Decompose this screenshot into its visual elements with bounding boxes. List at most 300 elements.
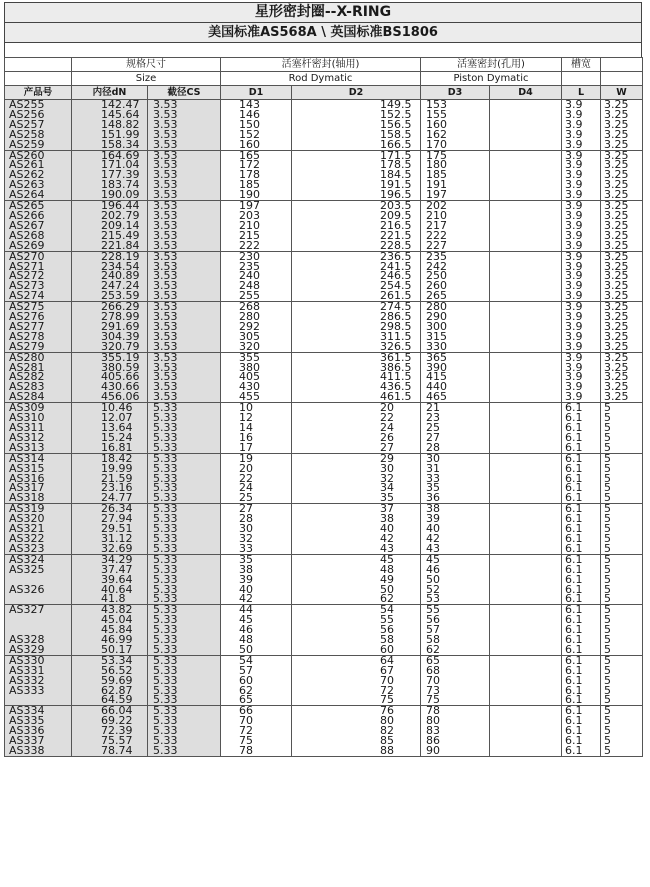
cell-l: 3.9: [562, 291, 601, 301]
cell-d1: 72: [221, 726, 292, 736]
cell-d3: 210: [421, 211, 490, 221]
cell-l: 3.9: [562, 180, 601, 190]
cell-w: 5: [601, 686, 643, 696]
cell-l: 3.9: [562, 160, 601, 170]
spacer-row: [4, 43, 642, 57]
cell-d1: 24: [221, 483, 292, 493]
cell-d3: 162: [421, 130, 490, 140]
cell-d2: 286.5: [292, 312, 421, 322]
cell-d2: 209.5: [292, 211, 421, 221]
cell-d1: 172: [221, 160, 292, 170]
cell-d1: 32: [221, 534, 292, 544]
table-row: [5, 291, 643, 301]
cell-cross-section: 3.53: [148, 231, 221, 241]
cell-code: AS326: [5, 585, 72, 595]
table-body: [5, 100, 643, 757]
table-row: [5, 322, 643, 332]
cell-l: 3.9: [562, 221, 601, 231]
cell-cross-section: 3.53: [148, 241, 221, 251]
cell-d1: 10: [221, 403, 292, 413]
cell-w: 5: [601, 474, 643, 484]
cell-d2: 166.5: [292, 140, 421, 150]
cell-d4: [490, 585, 562, 595]
cell-w: 5: [601, 443, 643, 453]
cell-d2: 76: [292, 706, 421, 716]
cell-w: 5: [601, 585, 643, 595]
cell-d4: [490, 100, 562, 110]
cell-code: AS334: [5, 706, 72, 716]
cell-d3: 21: [421, 403, 490, 413]
table-row: [5, 554, 643, 564]
cell-d2: 361.5: [292, 352, 421, 362]
cell-d4: [490, 666, 562, 676]
cell-inner-diameter: 69.22: [72, 716, 148, 726]
header-rod-en: Rod Dymatic: [221, 72, 421, 86]
cell-d4: [490, 211, 562, 221]
cell-cross-section: 3.53: [148, 332, 221, 342]
table-row: [5, 352, 643, 362]
cell-d3: 242: [421, 262, 490, 272]
col-header-w: W: [601, 86, 643, 100]
cell-cross-section: 3.53: [148, 180, 221, 190]
cell-cross-section: 3.53: [148, 221, 221, 231]
cell-code: AS328: [5, 635, 72, 645]
cell-d1: 268: [221, 302, 292, 312]
cell-code: AS279: [5, 342, 72, 352]
cell-w: 5: [601, 594, 643, 604]
cell-code: AS318: [5, 493, 72, 503]
cell-l: 3.9: [562, 342, 601, 352]
cell-d1: 66: [221, 706, 292, 716]
cell-inner-diameter: 50.17: [72, 645, 148, 655]
cell-inner-diameter: 29.51: [72, 524, 148, 534]
cell-w: 3.25: [601, 120, 643, 130]
cell-w: 3.25: [601, 241, 643, 251]
cell-code: AS275: [5, 302, 72, 312]
cell-code: AS268: [5, 231, 72, 241]
cell-d1: 25: [221, 493, 292, 503]
cell-w: 5: [601, 453, 643, 463]
table-row: [5, 706, 643, 716]
cell-inner-diameter: 27.94: [72, 514, 148, 524]
cell-cross-section: 3.53: [148, 251, 221, 261]
cell-d4: [490, 493, 562, 503]
cell-cross-section: 3.53: [148, 372, 221, 382]
cell-cross-section: 5.33: [148, 433, 221, 443]
cell-l: 3.9: [562, 211, 601, 221]
cell-cross-section: 3.53: [148, 100, 221, 110]
cell-inner-diameter: 21.59: [72, 474, 148, 484]
cell-cross-section: 5.33: [148, 514, 221, 524]
cell-d4: [490, 413, 562, 423]
cell-code: AS265: [5, 201, 72, 211]
table-row: [5, 645, 643, 655]
cell-w: 5: [601, 565, 643, 575]
table-row: [5, 262, 643, 272]
cell-code: AS323: [5, 544, 72, 554]
cell-inner-diameter: 151.99: [72, 130, 148, 140]
cell-d4: [490, 716, 562, 726]
cell-inner-diameter: 291.69: [72, 322, 148, 332]
cell-cross-section: 5.33: [148, 686, 221, 696]
header-blank: [5, 58, 72, 72]
cell-d4: [490, 302, 562, 312]
cell-d2: 40: [292, 524, 421, 534]
cell-cross-section: 5.33: [148, 716, 221, 726]
cell-l: 3.9: [562, 100, 601, 110]
cell-d4: [490, 251, 562, 261]
cell-d3: 155: [421, 110, 490, 120]
cell-d4: [490, 150, 562, 160]
cell-d4: [490, 575, 562, 585]
cell-d1: 143: [221, 100, 292, 110]
cell-d2: 62: [292, 594, 421, 604]
table-row: [5, 746, 643, 756]
cell-d4: [490, 140, 562, 150]
cell-d3: 300: [421, 322, 490, 332]
cell-code: AS337: [5, 736, 72, 746]
cell-code: AS330: [5, 655, 72, 665]
cell-d4: [490, 706, 562, 716]
cell-d2: 30: [292, 464, 421, 474]
cell-cross-section: 3.53: [148, 291, 221, 301]
cell-cross-section: 3.53: [148, 342, 221, 352]
cell-w: 5: [601, 625, 643, 635]
cell-d2: 436.5: [292, 382, 421, 392]
cell-d1: 430: [221, 382, 292, 392]
cell-code: AS258: [5, 130, 72, 140]
cell-w: 3.25: [601, 281, 643, 291]
cell-d3: 38: [421, 504, 490, 514]
cell-l: 6.1: [562, 706, 601, 716]
table-row: [5, 160, 643, 170]
cell-d3: 73: [421, 686, 490, 696]
cell-l: 3.9: [562, 120, 601, 130]
cell-d2: 67: [292, 666, 421, 676]
cell-d3: 315: [421, 332, 490, 342]
cell-code: AS271: [5, 262, 72, 272]
cell-d3: 217: [421, 221, 490, 231]
table-row: [5, 170, 643, 180]
cell-code: AS336: [5, 726, 72, 736]
cell-w: 3.25: [601, 302, 643, 312]
cell-code: [5, 615, 72, 625]
cell-d1: 12: [221, 413, 292, 423]
cell-w: 3.25: [601, 110, 643, 120]
cell-inner-diameter: 10.46: [72, 403, 148, 413]
cell-inner-diameter: 240.89: [72, 271, 148, 281]
cell-d3: 390: [421, 363, 490, 373]
cell-d3: 80: [421, 716, 490, 726]
cell-l: 3.9: [562, 363, 601, 373]
cell-d1: 33: [221, 544, 292, 554]
cell-w: 5: [601, 615, 643, 625]
cell-d3: 78: [421, 706, 490, 716]
cell-inner-diameter: 46.99: [72, 635, 148, 645]
cell-l: 6.1: [562, 736, 601, 746]
cell-code: AS331: [5, 666, 72, 676]
cell-inner-diameter: 266.29: [72, 302, 148, 312]
cell-l: 6.1: [562, 443, 601, 453]
table-row: [5, 483, 643, 493]
cell-d4: [490, 241, 562, 251]
cell-l: 3.9: [562, 170, 601, 180]
cell-d2: 75: [292, 695, 421, 705]
cell-inner-diameter: 78.74: [72, 746, 148, 756]
cell-w: 3.25: [601, 291, 643, 301]
cell-cross-section: 5.33: [148, 666, 221, 676]
cell-d1: 65: [221, 695, 292, 705]
cell-code: AS257: [5, 120, 72, 130]
cell-d3: 56: [421, 615, 490, 625]
header-blank: [5, 72, 72, 86]
cell-d3: 42: [421, 534, 490, 544]
cell-cross-section: 5.33: [148, 706, 221, 716]
col-header-idn: 内径dN: [72, 86, 148, 100]
cell-code: AS270: [5, 251, 72, 261]
table-row: [5, 544, 643, 554]
cell-d3: 27: [421, 433, 490, 443]
cell-code: AS310: [5, 413, 72, 423]
cell-d2: 32: [292, 474, 421, 484]
table-row: [5, 716, 643, 726]
cell-l: 6.1: [562, 615, 601, 625]
cell-l: 6.1: [562, 575, 601, 585]
cell-d1: 38: [221, 565, 292, 575]
table-row: [5, 110, 643, 120]
cell-d4: [490, 474, 562, 484]
cell-w: 5: [601, 736, 643, 746]
cell-code: AS324: [5, 554, 72, 564]
cell-l: 3.9: [562, 262, 601, 272]
col-header-d4: D4: [490, 86, 562, 100]
cell-l: 6.1: [562, 554, 601, 564]
cell-d1: 54: [221, 655, 292, 665]
cell-l: 3.9: [562, 140, 601, 150]
cell-w: 3.25: [601, 262, 643, 272]
table-row: [5, 241, 643, 251]
cell-d2: 82: [292, 726, 421, 736]
cell-cross-section: 3.53: [148, 281, 221, 291]
table-row: [5, 221, 643, 231]
cell-l: 6.1: [562, 625, 601, 635]
cell-d2: 35: [292, 493, 421, 503]
col-header-code: 产品号: [5, 86, 72, 100]
cell-l: 3.9: [562, 130, 601, 140]
cell-inner-diameter: 177.39: [72, 170, 148, 180]
cell-w: 3.25: [601, 392, 643, 402]
cell-code: AS263: [5, 180, 72, 190]
cell-d2: 24: [292, 423, 421, 433]
cell-d1: 16: [221, 433, 292, 443]
header-piston-en: Piston Dymatic: [421, 72, 562, 86]
cell-d4: [490, 110, 562, 120]
cell-d1: 146: [221, 110, 292, 120]
cell-l: 6.1: [562, 524, 601, 534]
cell-w: 3.25: [601, 271, 643, 281]
cell-w: 5: [601, 483, 643, 493]
cell-inner-diameter: 72.39: [72, 726, 148, 736]
cell-w: 5: [601, 423, 643, 433]
cell-code: AS311: [5, 423, 72, 433]
cell-inner-diameter: 37.47: [72, 565, 148, 575]
cell-d2: 241.5: [292, 262, 421, 272]
cell-d4: [490, 625, 562, 635]
cell-d1: 152: [221, 130, 292, 140]
cell-code: AS309: [5, 403, 72, 413]
col-header-d1: D1: [221, 86, 292, 100]
table-row: [5, 433, 643, 443]
cell-d3: 197: [421, 190, 490, 200]
cell-cross-section: 3.53: [148, 312, 221, 322]
cell-d3: 30: [421, 453, 490, 463]
table-row: [5, 635, 643, 645]
cell-d2: 228.5: [292, 241, 421, 251]
header-groove-cn: 槽宽: [562, 58, 601, 72]
cell-inner-diameter: 53.34: [72, 655, 148, 665]
cell-d4: [490, 544, 562, 554]
cell-cross-section: 5.33: [148, 544, 221, 554]
cell-d3: 222: [421, 231, 490, 241]
cell-inner-diameter: 19.99: [72, 464, 148, 474]
cell-code: AS314: [5, 453, 72, 463]
cell-d2: 64: [292, 655, 421, 665]
cell-d2: 37: [292, 504, 421, 514]
cell-w: 3.25: [601, 221, 643, 231]
cell-d3: 40: [421, 524, 490, 534]
cell-d4: [490, 514, 562, 524]
cell-d2: 191.5: [292, 180, 421, 190]
cell-w: 5: [601, 575, 643, 585]
cell-inner-diameter: 430.66: [72, 382, 148, 392]
cell-d2: 20: [292, 403, 421, 413]
cell-d1: 305: [221, 332, 292, 342]
cell-d3: 290: [421, 312, 490, 322]
table-row: [5, 201, 643, 211]
cell-l: 3.9: [562, 190, 601, 200]
cell-code: [5, 594, 72, 604]
table-row: [5, 150, 643, 160]
cell-d4: [490, 594, 562, 604]
cell-l: 3.9: [562, 201, 601, 211]
cell-w: 3.25: [601, 352, 643, 362]
cell-d3: 330: [421, 342, 490, 352]
cell-d3: 57: [421, 625, 490, 635]
cell-d3: 65: [421, 655, 490, 665]
table-row: [5, 423, 643, 433]
cell-cross-section: 5.33: [148, 423, 221, 433]
cell-inner-diameter: 45.04: [72, 615, 148, 625]
table-row: [5, 281, 643, 291]
cell-d3: 265: [421, 291, 490, 301]
cell-l: 6.1: [562, 695, 601, 705]
cell-d2: 50: [292, 585, 421, 595]
cell-w: 3.25: [601, 312, 643, 322]
cell-inner-diameter: 145.64: [72, 110, 148, 120]
table-row: [5, 504, 643, 514]
cell-w: 5: [601, 554, 643, 564]
cell-cross-section: 5.33: [148, 554, 221, 564]
cell-d2: 326.5: [292, 342, 421, 352]
cell-code: AS329: [5, 645, 72, 655]
cell-d4: [490, 483, 562, 493]
cell-d4: [490, 686, 562, 696]
cell-code: AS335: [5, 716, 72, 726]
table-row: [5, 231, 643, 241]
cell-cross-section: 5.33: [148, 625, 221, 635]
cell-d1: 70: [221, 716, 292, 726]
cell-inner-diameter: 15.24: [72, 433, 148, 443]
table-row: [5, 605, 643, 615]
table-row: [5, 382, 643, 392]
table-row: [5, 655, 643, 665]
cell-d1: 57: [221, 666, 292, 676]
cell-d4: [490, 130, 562, 140]
cell-d2: 42: [292, 534, 421, 544]
cell-w: 5: [601, 676, 643, 686]
cell-code: AS255: [5, 100, 72, 110]
cell-w: 3.25: [601, 160, 643, 170]
cell-inner-diameter: 234.54: [72, 262, 148, 272]
cell-d4: [490, 655, 562, 665]
cell-w: 5: [601, 464, 643, 474]
cell-code: AS321: [5, 524, 72, 534]
table-row: [5, 392, 643, 402]
cell-d1: 48: [221, 635, 292, 645]
cell-l: 3.9: [562, 352, 601, 362]
cell-d1: 39: [221, 575, 292, 585]
cell-code: AS269: [5, 241, 72, 251]
cell-w: 5: [601, 514, 643, 524]
cell-w: 5: [601, 706, 643, 716]
cell-cross-section: 5.33: [148, 534, 221, 544]
cell-d2: 45: [292, 554, 421, 564]
cell-d1: 50: [221, 645, 292, 655]
header-size-cn: 规格尺寸: [72, 58, 221, 72]
cell-w: 5: [601, 746, 643, 756]
cell-d2: 54: [292, 605, 421, 615]
cell-w: 5: [601, 726, 643, 736]
cell-d3: 191: [421, 180, 490, 190]
cell-d2: 149.5: [292, 100, 421, 110]
cell-code: AS281: [5, 363, 72, 373]
cell-d1: 455: [221, 392, 292, 402]
table-row: [5, 565, 643, 575]
cell-w: 3.25: [601, 201, 643, 211]
cell-cross-section: 3.53: [148, 262, 221, 272]
cell-inner-diameter: 16.81: [72, 443, 148, 453]
cell-d2: 26: [292, 433, 421, 443]
cell-code: AS282: [5, 372, 72, 382]
cell-inner-diameter: 142.47: [72, 100, 148, 110]
cell-inner-diameter: 64.59: [72, 695, 148, 705]
cell-d2: 386.5: [292, 363, 421, 373]
cell-d2: 158.5: [292, 130, 421, 140]
cell-l: 6.1: [562, 565, 601, 575]
cell-d4: [490, 645, 562, 655]
cell-d3: 39: [421, 514, 490, 524]
cell-d2: 22: [292, 413, 421, 423]
cell-d3: 68: [421, 666, 490, 676]
cell-d3: 86: [421, 736, 490, 746]
cell-d4: [490, 363, 562, 373]
cell-d1: 78: [221, 746, 292, 756]
cell-code: [5, 575, 72, 585]
cell-inner-diameter: 45.84: [72, 625, 148, 635]
cell-w: 3.25: [601, 251, 643, 261]
cell-d1: 280: [221, 312, 292, 322]
cell-w: 3.25: [601, 322, 643, 332]
